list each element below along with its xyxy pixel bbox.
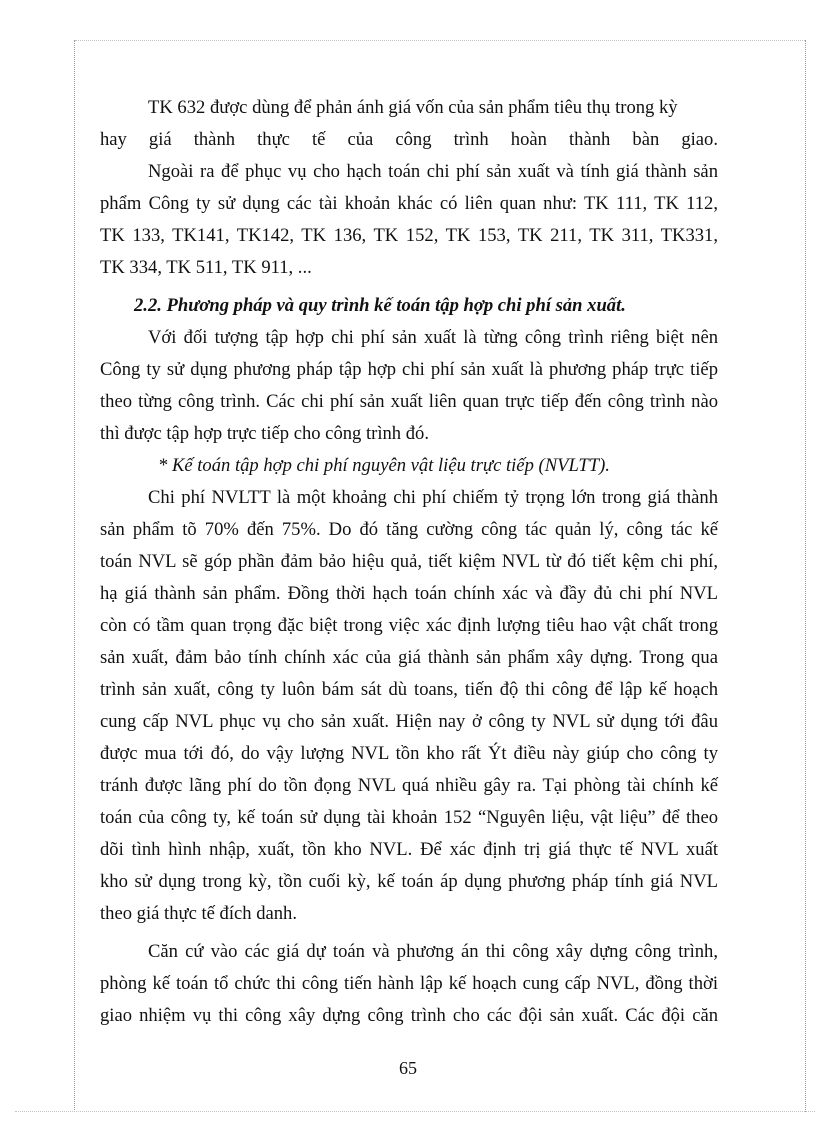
paragraph-line: thì được tập hợp trực tiếp cho công trình đó. <box>100 423 429 444</box>
paragraph-line: kho sử dụng trong kỳ, tồn cuối kỳ, kế toán áp dụng phương pháp tính giá NVL <box>100 871 718 892</box>
paragraph-line: TK 632 được dùng để phản ánh giá vốn của sản phẩm tiêu thụ trong kỳ <box>148 97 678 118</box>
paragraph-line: hạ giá thành sản phẩm. Đồng thời hạch toán chính xác và đầy đủ chi phí NVL <box>100 583 718 604</box>
paragraph-line: phòng kế toán tổ chức thi công tiến hành lập kế hoạch cung cấp NVL, đồng thời <box>100 973 718 994</box>
paragraph-line: Chi phí NVLTT là một khoảng chi phí chiếm tỷ trọng lớn trong giá thành <box>148 487 718 508</box>
paragraph-line: toán NVL sẽ góp phần đảm bảo hiệu quả, tiết kiệm NVL từ đó tiết kệm chi phí, <box>100 551 718 572</box>
paragraph-line: theo từng công trình. Các chi phí sản xuất liên quan trực tiếp đến công trình nào <box>100 391 718 412</box>
paragraph-line: Với đối tượng tập hợp chi phí sản xuất là từng công trình riêng biệt nên <box>148 327 718 348</box>
paragraph-line: cung cấp NVL phục vụ cho sản xuất. Hiện nay ở công ty NVL sử dụng tới đâu <box>100 711 718 732</box>
paragraph-line: sản xuất, đảm bảo tính chính xác của giá thành sản phẩm xây dựng. Trong qua <box>100 647 718 668</box>
paragraph-line: trình sản xuất, công ty luôn bám sát dù toans, tiến độ thi công để lập kế hoạch <box>100 679 718 700</box>
paragraph-line: được mua tới đó, do vậy lượng NVL tồn kho rất Ýt điều này giúp cho công ty <box>100 743 718 764</box>
page-number: 65 <box>399 1058 417 1078</box>
page-border-bottom <box>15 1111 816 1112</box>
paragraph-line: phẩm Công ty sử dụng các tài khoản khác có liên quan như: TK 111, TK 112, <box>100 193 718 214</box>
paragraph-line: còn có tầm quan trọng đặc biệt trong việc xác định lượng tiêu hao vật chất trong <box>100 615 718 636</box>
paragraph-line: TK 133, TK141, TK142, TK 136, TK 152, TK 153, TK 211, TK 311, TK331, <box>100 225 718 246</box>
paragraph-line: theo giá thực tế đích danh. <box>100 903 297 924</box>
section-heading: 2.2. Phương pháp và quy trình kế toán tập hợp chi phí sản xuất. <box>134 295 626 316</box>
paragraph-line: TK 334, TK 511, TK 911, ... <box>100 257 312 278</box>
paragraph-line: Ngoài ra để phục vụ cho hạch toán chi phí sản xuất và tính giá thành sản <box>148 161 718 182</box>
paragraph-line: Căn cứ vào các giá dự toán và phương án thi công xây dựng công trình, <box>148 941 718 962</box>
paragraph-line: Công ty sử dụng phương pháp tập hợp chi phí sản xuất là phương pháp trực tiếp <box>100 359 718 380</box>
paragraph-line: dõi tình hình nhập, xuất, tồn kho NVL. Để xác định trị giá thực tế NVL xuất <box>100 839 718 860</box>
paragraph-line: tránh được lãng phí do tồn đọng NVL quá nhiều gây ra. Tại phòng tài chính kế <box>100 775 718 796</box>
document-body <box>100 92 718 1032</box>
paragraph-line: sản phẩm tõ 70% đến 75%. Do đó tăng cường công tác quản lý, công tác kế <box>100 519 718 540</box>
paragraph-line: toán của công ty, kế toán sử dụng tài khoản 152 “Nguyên liệu, vật liệu” để theo <box>100 807 718 828</box>
paragraph-line: giao nhiệm vụ thi công xây dựng công trình cho các đội sản xuất. Các đội căn <box>100 1005 718 1026</box>
paragraph-line: hay giá thành thực tế của công trình hoàn thành bàn giao. <box>100 129 718 150</box>
page-border-top <box>75 40 805 41</box>
subsection-heading: * Kế toán tập hợp chi phí nguyên vật liệu trực tiếp (NVLTT). <box>158 455 610 476</box>
